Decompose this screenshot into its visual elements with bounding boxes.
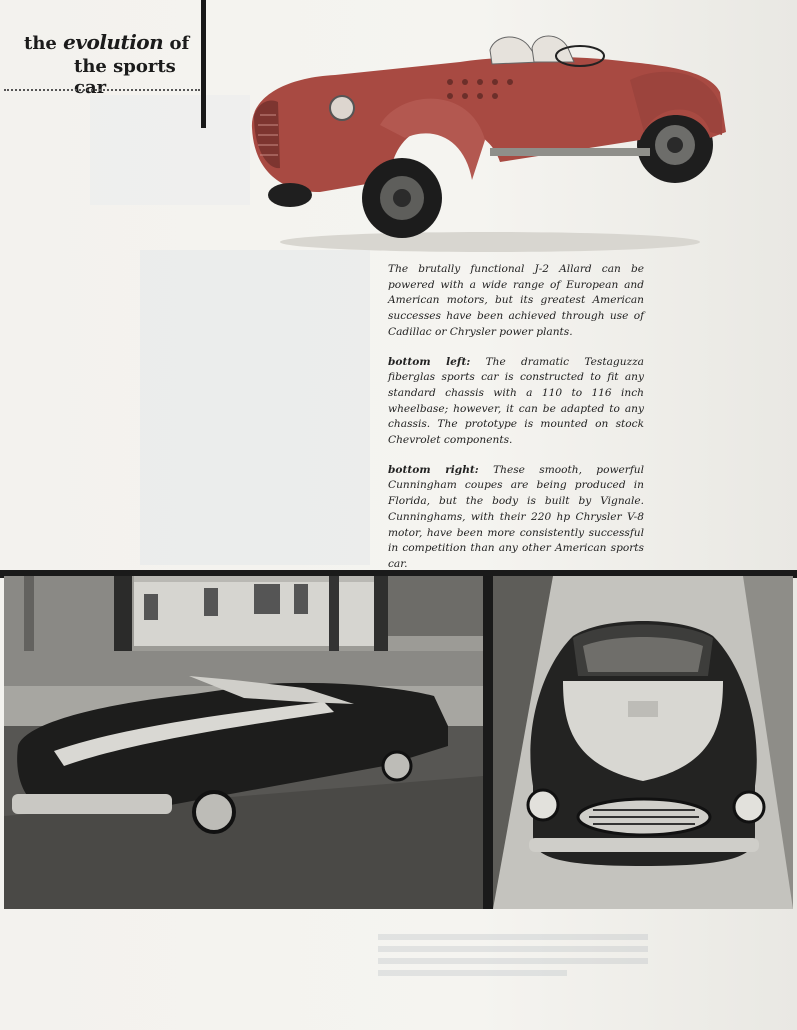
heading-subtitle: the sports car bbox=[74, 56, 176, 98]
show-through-area bbox=[90, 95, 250, 205]
heading-rule bbox=[201, 0, 206, 128]
caption-bottom-left bbox=[388, 355, 644, 449]
heading-script-word: evolution bbox=[63, 30, 164, 54]
caption-bottom-left-label: bottom left: bbox=[388, 355, 471, 368]
page-heading bbox=[24, 30, 196, 98]
caption-bottom-left-text: The dramatic Testaguzza fiberglas sports car is constructed to fit any standard chassis with a 110 to 116 inch wheelbase; however, it can be adapted to any chassis. The prototype is mounted on stock Chevrolet components. bbox=[388, 355, 644, 447]
dotted-divider bbox=[4, 89, 200, 91]
cunningham-photo bbox=[493, 576, 793, 909]
caption-bottom-right-label: bottom right: bbox=[388, 463, 479, 476]
heading-prefix: the bbox=[24, 33, 57, 54]
heading-of: of bbox=[169, 33, 190, 54]
testaguzza-photo bbox=[4, 576, 483, 909]
show-through-area bbox=[378, 928, 648, 1008]
caption-allard: The brutally functional J-2 Allard can be powered with a wide range of European and American motors, but its greatest American successes have been achieved through use of Cadillac or Chrysler power plants. bbox=[388, 263, 644, 338]
caption-bottom-right bbox=[388, 463, 644, 573]
photo-divider bbox=[483, 576, 493, 909]
caption-bottom-right-text: These smooth, powerful Cunningham coupes are being produced in Florida, but the body is built by Vignale. Cunninghams, with their 220 hp Chrysler V-8 motor, have been more consistently successful in competition than any other American sports car. bbox=[388, 463, 644, 570]
allard-j2-photo bbox=[240, 20, 740, 260]
show-through-area bbox=[140, 250, 370, 565]
caption-column bbox=[388, 262, 644, 587]
